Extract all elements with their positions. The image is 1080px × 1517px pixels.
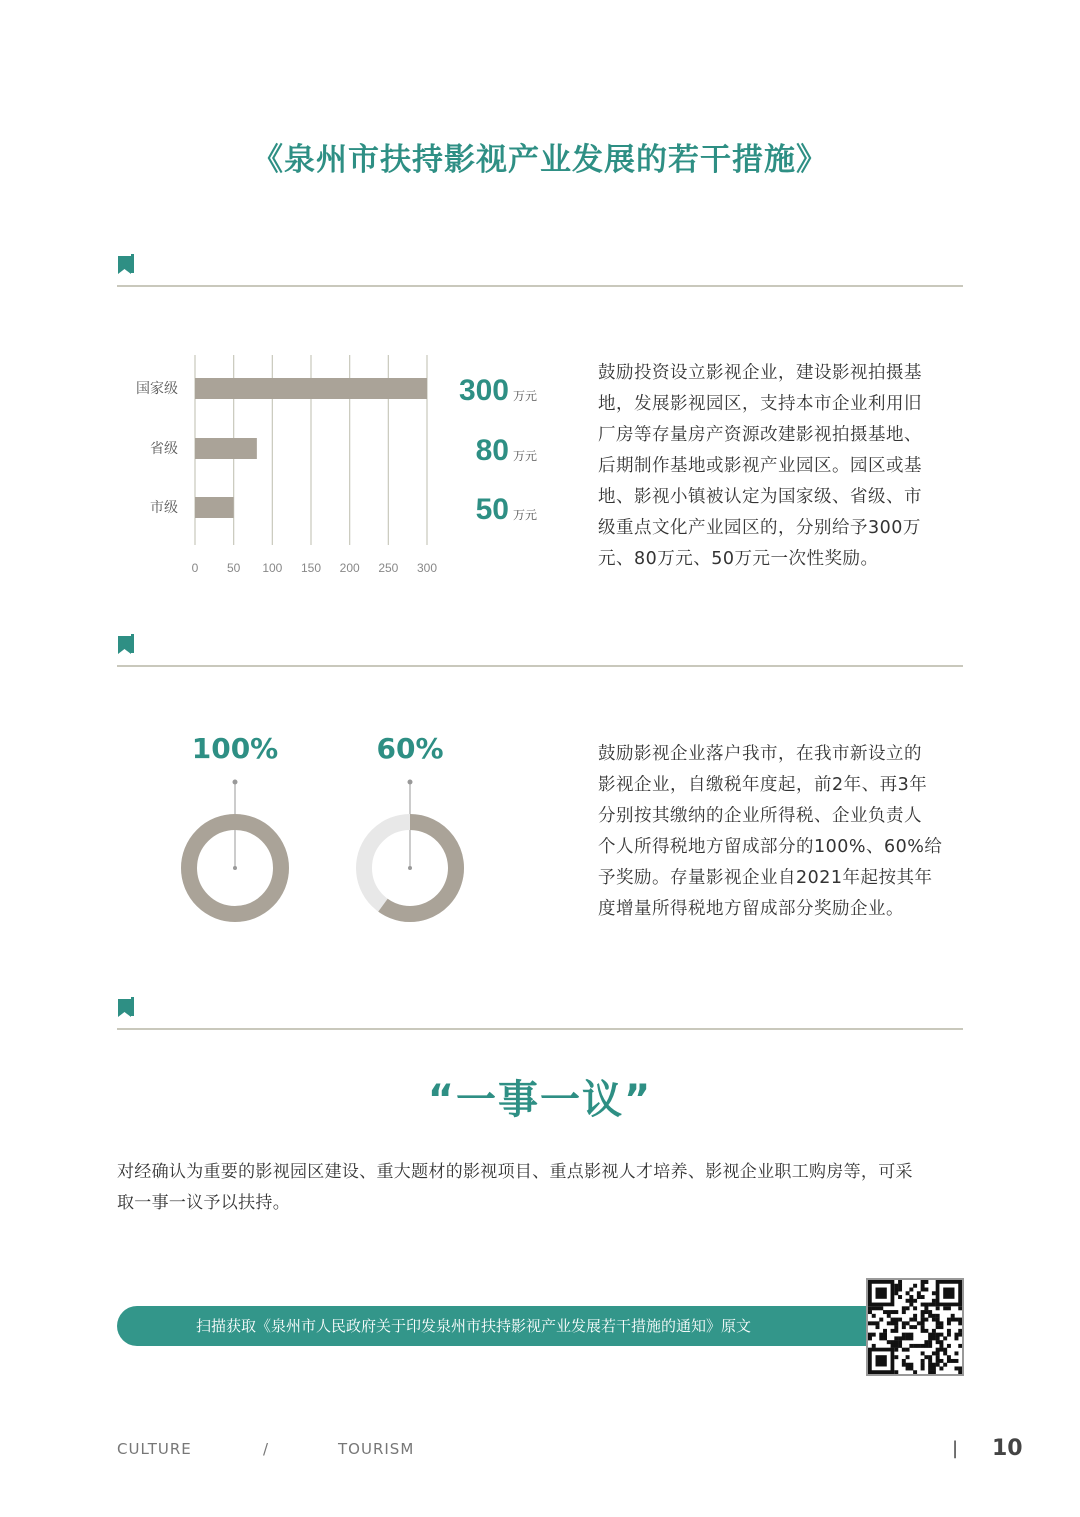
paragraph-line: 予奖励。存量影视企业自2021年起按其年 — [598, 868, 933, 888]
page-title: 《泉州市扶持影视产业发展的若干措施》 — [252, 142, 828, 178]
bar-chart — [117, 345, 557, 590]
ring-label-60: 60% — [376, 732, 444, 765]
paragraph-line: 地、影视小镇被认定为国家级、省级、市 — [598, 487, 922, 507]
category-label: 国家级 — [136, 381, 178, 397]
section3-heading: “一事一议” — [427, 1077, 653, 1123]
x-tick-label: 300 — [416, 561, 438, 575]
paragraph-line: 度增量所得税地方留成部分奖励企业。 — [598, 899, 904, 919]
paragraph-line: 级重点文化产业园区的，分别给予300万 — [598, 518, 921, 538]
bar — [195, 438, 257, 459]
ring-stem-dot — [408, 780, 413, 785]
value-unit: 万元 — [513, 389, 538, 403]
qr-code[interactable] — [866, 1278, 964, 1376]
section1-paragraph — [598, 358, 948, 575]
x-tick-label: 50 — [226, 561, 241, 575]
donut-ring-60 — [350, 775, 470, 930]
paragraph-line: 影视企业，自缴税年度起，前2年、再3年 — [598, 775, 928, 795]
section-divider — [117, 285, 963, 287]
bookmark-icon — [117, 997, 135, 1019]
x-tick-label: 100 — [262, 561, 283, 575]
bookmark-icon — [117, 254, 135, 276]
value-label: 80 — [475, 434, 509, 467]
qr-banner-text[interactable]: 扫描获取《泉州市人民政府关于印发泉州市扶持影视产业发展若干措施的通知》原文 — [196, 1317, 752, 1335]
paragraph-line: 鼓励投资设立影视企业，建设影视拍摄基 — [598, 363, 922, 383]
footer-culture: CULTURE — [117, 1440, 192, 1458]
paragraph-line: 个人所得税地方留成部分的100%、60%给 — [598, 837, 943, 857]
paragraph-line: 元、80万元、50万元一次性奖励。 — [598, 549, 879, 569]
ring-stem-dot — [233, 780, 238, 785]
footer-tourism: TOURISM — [338, 1440, 415, 1458]
value-unit: 万元 — [513, 508, 538, 522]
footer-separator: / — [263, 1440, 270, 1458]
paragraph-line: 鼓励影视企业落户我市，在我市新设立的 — [598, 744, 922, 764]
ring-value-arc — [383, 822, 456, 914]
category-label: 省级 — [150, 441, 178, 457]
paragraph-line: 取一事一议予以扶持。 — [117, 1193, 290, 1213]
category-label: 市级 — [150, 500, 178, 516]
ring-center-dot — [233, 866, 237, 870]
donut-ring-100 — [175, 775, 295, 930]
section2-paragraph — [598, 739, 948, 925]
paragraph-line: 后期制作基地或影视产业园区。园区或基 — [598, 456, 922, 476]
x-tick-label: 0 — [191, 561, 199, 575]
section-divider — [117, 665, 963, 667]
value-label: 50 — [475, 493, 509, 526]
section-divider — [117, 1028, 963, 1030]
paragraph-line: 分别按其缴纳的企业所得税、企业负责人 — [598, 806, 922, 826]
page-number: 10 — [992, 1436, 1023, 1461]
paragraph-line: 厂房等存量房产资源改建影视拍摄基地、 — [598, 425, 922, 445]
x-tick-label: 200 — [339, 561, 360, 575]
value-label: 300 — [458, 374, 509, 407]
section3-paragraph — [117, 1157, 977, 1219]
footer-bar: | — [952, 1438, 960, 1459]
paragraph-line: 对经确认为重要的影视园区建设、重大题材的影视项目、重点影视人才培养、影视企业职工购房等，可采 — [117, 1162, 913, 1182]
bar — [195, 497, 234, 518]
paragraph-line: 地，发展影视园区，支持本市企业利用旧 — [598, 394, 922, 414]
x-tick-label: 250 — [378, 561, 399, 575]
value-unit: 万元 — [513, 449, 538, 463]
bookmark-icon — [117, 634, 135, 656]
ring-center-dot — [408, 866, 412, 870]
ring-label-100: 100% — [191, 732, 279, 765]
bar — [195, 378, 427, 399]
qr-code-image — [868, 1280, 962, 1374]
x-tick-label: 150 — [300, 561, 322, 575]
